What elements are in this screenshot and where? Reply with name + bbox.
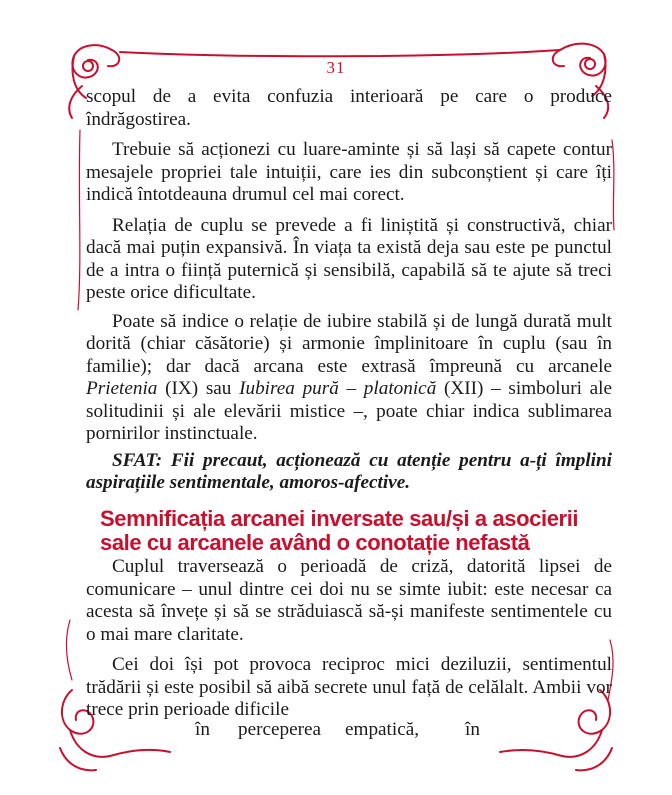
body-text-top — [86, 86, 612, 495]
body-text-section — [86, 556, 612, 722]
card-name: Prietenia — [86, 378, 158, 399]
page-number: 31 — [326, 58, 346, 77]
word: în — [195, 719, 210, 740]
card-name: Iubirea pură – platonică — [239, 378, 437, 399]
paragraph-continuation: scopul de a evita confuzia interioară pe care o produce îndrăgostirea. — [86, 86, 612, 130]
left-side-line — [78, 130, 80, 310]
top-rule — [120, 50, 560, 56]
right-side-line — [612, 140, 614, 230]
advice-text: SFAT: Fii precaut, acționează cu atenție pentru a-ți împlini aspirațiile sentimentale, amoros-afective. — [86, 449, 612, 493]
word: perceperea — [238, 719, 322, 740]
paragraph: Relația de cuplu se prevede a fi liniștită și constructivă, chiar dacă mai puțin expansivă. În viața ta există deja sau este pe punctul de a intra o ființă puternică și sensibilă, capabilă să te ajute să treci peste orice dificultate. — [86, 214, 612, 303]
word: în — [465, 719, 480, 740]
paragraph: Cuplul traversează o perioadă de criză, datorită lipsei de comunicare – unul dintre cei doi nu se simte iubit: este necesar ca acesta să învețe și să se străduiască să-și manifeste sentimentele cu o mai mare claritate. — [86, 556, 612, 645]
paragraph: Cei doi își pot provoca reciproc mici deziluzii, sentimentul trădării și este posibil să aibă secrete unul față de celălalt. Ambii vor trece prin perioade dificile — [86, 654, 612, 720]
paragraph: Trebuie să acționezi cu luare-aminte și să lași să capete contur mesajele propriei tale intuiții, care ies din subconștient și care îți indică întotdeauna drumul cel mai corect. — [86, 139, 612, 205]
paragraph: Poate să indice o relație de iubire stabilă și de lungă durată mult dorită (chiar căsătorie) și armonie împlinitoare în cuplu (sau în familie); dar dacă arcana este extrasă împreună cu arcanele Prietenia (IX) sau Iubirea pură – platonică (XII) – simboluri ale solitudinii și ale elevării mistice –, poate chiar indica sublimarea pornirilor instinctuale. — [86, 310, 613, 444]
word: empatică, — [345, 719, 420, 740]
last-line — [0, 719, 672, 743]
section-heading: Semnificația arcanei inversate sau/și a asocierii sale cu arcanele având o conotație nefastă — [100, 506, 579, 555]
